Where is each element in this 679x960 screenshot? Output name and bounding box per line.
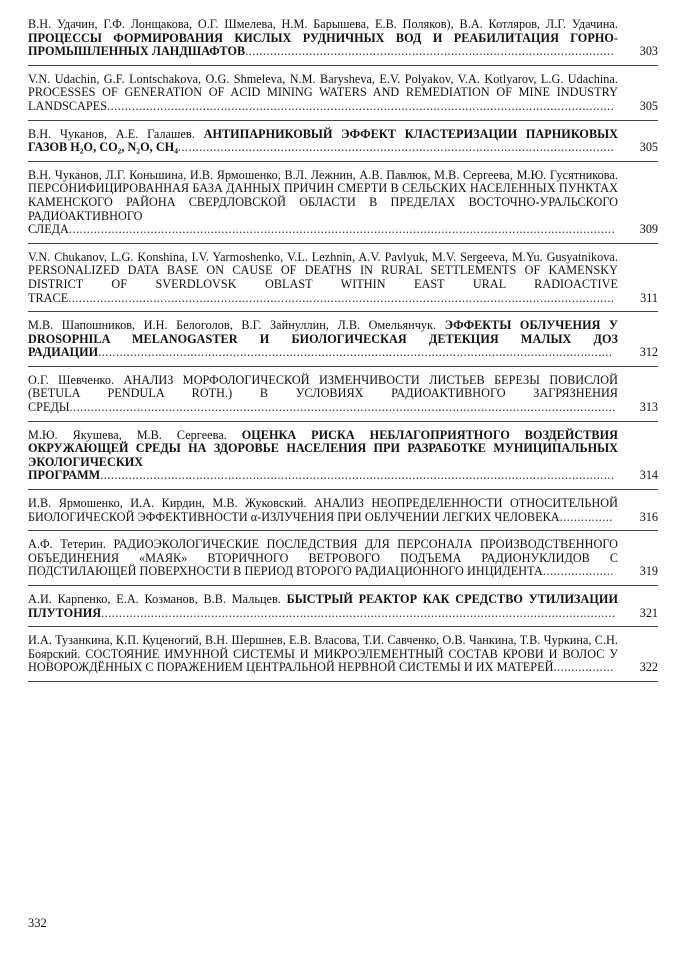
toc-entry-title: ПЕРСОНИФИЦИРОВАННАЯ БАЗА ДАННЫХ ПРИЧИН СМЕРТИ В СЕЛЬСКИХ НАСЕЛЕННЫХ ПУНКТАХ КАМЕНСКОГО РАЙОНА СВЕРДЛОВСКОЙ ОБЛАСТИ В ПРЕДЕЛАХ ВОСТОЧНО-УРАЛЬСКОГО РАДИОАКТИВНОГО СЛЕДА: [28, 181, 618, 237]
toc-entry-authors: В.Н. Чуканов, А.Е. Галашев.: [28, 126, 195, 141]
toc-entry-page: 321: [639, 605, 658, 620]
toc-entry-authors: В.Н. Чуканов, Л.Г. Коньшина, И.В. Ярмошенко, В.Л. Лежнин, А.В. Павлюк, М.В. Сергеева, М.Ю. Гусятникова.: [28, 167, 618, 182]
toc-entry-authors: А.И. Карпенко, Е.А. Козманов, В.В. Мальцев.: [28, 592, 281, 606]
toc-entry-page: 312: [639, 345, 658, 360]
dot-leader: .................................................................................................................................................: [98, 345, 613, 360]
toc-entry-title: АНАЛИЗ НЕОПРЕДЕЛЕННОСТИ ОТНОСИТЕЛЬНОЙ БИОЛОГИЧЕСКОЙ ЭФФЕКТИВНОСТИ α-ИЗЛУЧЕНИЯ ПРИ ОБЛУЧЕНИИ ЛЕГКИХ ЧЕЛОВЕКА: [28, 496, 618, 524]
toc-entry-title: РАДИОЭКОЛОГИЧЕСКИЕ ПОСЛЕДСТВИЯ ДЛЯ ПЕРСОНАЛА ПРОИЗВОДСТВЕННОГО ОБЪЕДИНЕНИЯ «МАЯК» ВТОРИЧНОГО ВЕТРОВОГО ПОДЪЕМА РАДИОНУКЛИДОВ С ПОДСТИЛАЮЩЕЙ ПОВЕРХНОСТИ В ПЕРИОД ВТОРОГО РАДИАЦИОННОГО ИНЦИДЕНТА: [28, 537, 618, 579]
toc-entry-text: [28, 128, 618, 155]
toc-entry[interactable]: [28, 251, 658, 312]
toc-entry[interactable]: [28, 169, 658, 244]
toc-entry-title: PROCESSES OF GENERATION OF ACID MINING WATERS AND REMEDIATION OF MINE INDUSTRY LANDSCAPES: [28, 85, 618, 113]
dot-leader: ..........................................................................................................................................................: [68, 222, 616, 237]
dot-leader: .................................................................................................................................................: [101, 605, 616, 620]
toc-entry-authors: О.Г. Шевченко.: [28, 372, 115, 387]
toc-entry-authors: В.Н. Удачин, Г.Ф. Лонщакова, О.Г. Шмелева, Н.М. Барышева, Е.В. Поляков), В.А. Котляров, Л.Г. Удачина.: [28, 17, 618, 31]
toc-entry[interactable]: [28, 634, 658, 682]
toc-entry-text: [28, 374, 618, 415]
toc-entry-text: [28, 18, 618, 59]
toc-entry-page: 305: [639, 98, 658, 113]
toc-entry-text: [28, 73, 618, 114]
toc-entry-text: [28, 169, 618, 237]
toc-entry-title: СОСТОЯНИЕ ИМУННОЙ СИСТЕМЫ И МИКРОЭЛЕМЕНТНЫЙ СОСТАВ КРОВИ И ВОЛОС У НОВОРОЖДЁННЫХ С ПОРАЖЕНИЕМ ЦЕНТРАЛЬНОЙ НЕРВНОЙ СИСТЕМЫ И ИХ МАТЕРЕЙ: [28, 646, 618, 675]
toc-entry-authors: М.В. Шапошников, И.Н. Белоголов, В.Г. Зайнуллин, Л.В. Омельянчук.: [28, 318, 437, 333]
page-number: 332: [28, 916, 47, 930]
toc-entry[interactable]: [28, 429, 658, 490]
toc-entry-page: 311: [640, 290, 658, 305]
toc-entry[interactable]: [28, 128, 658, 162]
dot-leader: .................: [553, 660, 614, 675]
toc-entry[interactable]: [28, 374, 658, 422]
toc-entry-authors: М.Ю. Якушева, М.В. Сергеева.: [28, 427, 227, 442]
toc-entry-title: ПРОЦЕССЫ ФОРМИРОВАНИЯ КИСЛЫХ РУДНИЧНЫХ ВОД И РЕАБИЛИТАЦИЯ ГОРНО-ПРОМЫШЛЕННЫХ ЛАНДШАФТОВ: [28, 30, 618, 59]
toc-entry-authors: И.В. Ярмошенко, И.А. Кирдин, М.В. Жуковский.: [28, 496, 307, 511]
toc-entry-page: 303: [639, 44, 658, 59]
dot-leader: ...........................................................................................................................: [177, 140, 615, 155]
toc-entry-page: 313: [639, 400, 658, 415]
toc-entry-text: [28, 319, 618, 360]
toc-entry-title: ОЦЕНКА РИСКА НЕБЛАГОПРИЯТНОГО ВОЗДЕЙСТВИЯ ОКРУЖАЮЩЕЙ СРЕДЫ НА ЗДОРОВЬЕ НАСЕЛЕНИЯ ПРИ РАЗРАБОТКЕ МУНИЦИПАЛЬНЫХ ЭКОЛОГИЧЕСКИХ ПРОГРАММ: [28, 427, 618, 483]
toc-entry[interactable]: [28, 18, 658, 66]
toc-entry[interactable]: [28, 73, 658, 121]
toc-entry-page: 316: [639, 509, 658, 524]
dot-leader: .................................................................................................................................................: [100, 468, 615, 483]
toc-entry-page: 322: [639, 660, 658, 675]
toc-entry-authors: И.А. Тузанкина, К.П. Куценогий, В.Н. Шершнев, Е.В. Власова, Т.И. Савченко, О.В. Чанкина, Т.В. Чуркина, С.Н. Боярский.: [28, 633, 618, 661]
toc-entry-page: 314: [639, 468, 658, 483]
toc-entry-authors: А.Ф. Тетерин.: [28, 537, 106, 552]
toc-entry-text: [28, 429, 618, 483]
dot-leader: ........................................................................................................: [245, 44, 615, 59]
toc-entry-page: 309: [639, 222, 658, 237]
dot-leader: ....................: [542, 564, 614, 579]
toc-entry-text: [28, 251, 618, 305]
toc-entry-title: БЫСТРЫЙ РЕАКТОР КАК СРЕДСТВО УТИЛИЗАЦИИ ПЛУТОНИЯ: [28, 592, 618, 620]
toc-entry-authors: V.N. Chukanov, L.G. Konshina, I.V. Yarmoshenko, V.L. Lezhnin, A.V. Pavlyuk, M.V. Sergeeva, M.Yu. Gusyatnikova.: [28, 249, 618, 264]
dot-leader: ...............................................................................................................................................: [107, 98, 615, 113]
toc-entry-title: PERSONALIZED DATA BASE ON CAUSE OF DEATHS IN RURAL SETTLEMENTS OF KAMENSKY DISTRICT OF SVERDLOVSK OBLAST WITHIN EAST URAL RADIOACTIVE TRACE: [28, 263, 618, 305]
toc-entry[interactable]: [28, 497, 658, 531]
toc-entry-title: АНАЛИЗ МОРФОЛОГИЧЕСКОЙ ИЗМЕНЧИВОСТИ ЛИСТЬЕВ БЕРЕЗЫ ПОВИСЛОЙ (BETULA PENDULA ROTH.) В УСЛОВИЯХ РАДИОАКТИВНОГО ЗАГРЯЗНЕНИЯ СРЕДЫ: [28, 372, 618, 415]
toc-entry[interactable]: [28, 319, 658, 367]
toc-entry-text: [28, 538, 618, 579]
toc-entry[interactable]: [28, 538, 658, 586]
toc-entry-text: [28, 634, 618, 675]
dot-leader: ..........................................................................................................................................................: [68, 290, 615, 305]
toc-entry-title: ЭФФЕКТЫ ОБЛУЧЕНИЯ У DROSOPHILA MELANOGASTER И БИОЛОГИЧЕСКАЯ ДЕТЕКЦИЯ МАЛЫХ ДОЗ РАДИАЦИИ: [28, 318, 618, 360]
toc-entry[interactable]: [28, 593, 658, 627]
toc-entry-text: [28, 593, 618, 620]
toc-entry-authors: V.N. Udachin, G.F. Lontschakova, O.G. Shmeleva, N.M. Barysheva, E.V. Polyakov, V.A. Kotlyarov, L.G. Udachina.: [28, 71, 618, 86]
toc-entry-text: [28, 497, 618, 524]
toc-entry-title: АНТИПАРНИКОВЫЙ ЭФФЕКТ КЛАСТЕРИЗАЦИИ ПАРНИКОВЫХ ГАЗОВ H₂O, CO₂, N₂O, CH₄: [28, 126, 618, 155]
dot-leader: ...............: [559, 509, 613, 524]
toc-entry-page: 319: [639, 564, 658, 579]
table-of-contents: [28, 18, 658, 689]
dot-leader: ..........................................................................................................................................................: [69, 400, 616, 415]
toc-entry-page: 305: [639, 140, 658, 155]
